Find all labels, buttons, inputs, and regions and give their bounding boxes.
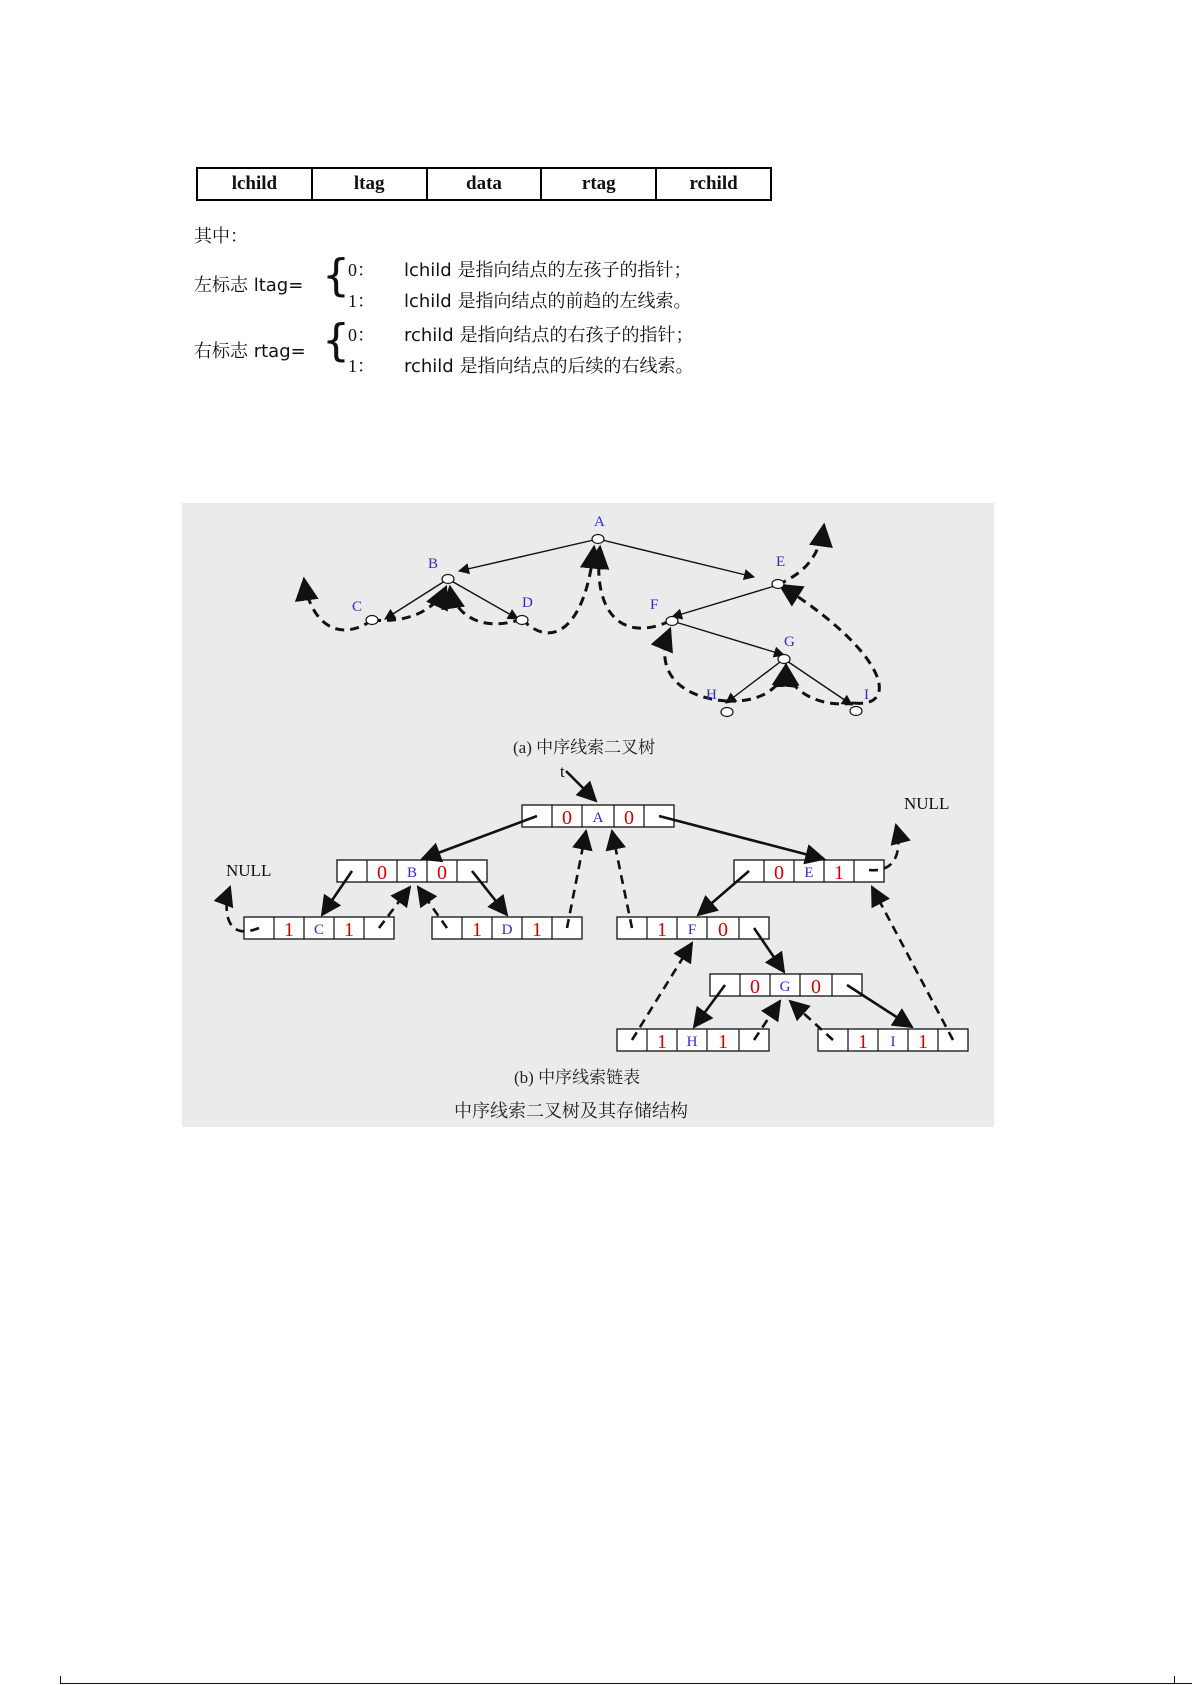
ltag-case0-text: lchild 是指向结点的左孩子的指针； xyxy=(404,260,692,281)
tree-node-b xyxy=(442,575,454,584)
cell-c-data: C xyxy=(313,922,325,938)
cell-h-rtag: 1 xyxy=(718,1031,728,1053)
edge-f-g xyxy=(672,621,784,655)
field-rtag: rtag xyxy=(542,169,657,199)
node-structure-table xyxy=(196,167,772,201)
thread-i-g-link xyxy=(790,1001,833,1040)
tree-diagram xyxy=(304,514,879,757)
cell-h-data: H xyxy=(686,1034,698,1050)
pointer-t-a xyxy=(566,771,596,801)
cell-i-ltag: 1 xyxy=(858,1031,868,1053)
field-data: data xyxy=(428,169,543,199)
tree-node-f xyxy=(666,617,678,626)
tree-node-e xyxy=(772,580,784,589)
cell-c-ltag: 1 xyxy=(284,919,294,941)
edge-g-h xyxy=(726,659,784,703)
rtag-case0-text: rchild 是指向结点的右孩子的指针； xyxy=(404,325,694,346)
ltag-label: 左标志 ltag= xyxy=(194,275,304,296)
cell-b-ltag: 0 xyxy=(377,862,387,884)
footer-rule xyxy=(60,1683,1192,1684)
cell-e-rtag: 1 xyxy=(834,862,844,884)
threaded-tree-figure xyxy=(182,503,994,1127)
thread-f-a xyxy=(599,547,670,628)
rtag-case1-key: 1： xyxy=(348,356,375,376)
tree-label-f: F xyxy=(650,597,659,613)
rtag-label: 右标志 rtag= xyxy=(194,341,306,362)
cell-f-data: F xyxy=(687,922,697,938)
footer-tick-right xyxy=(1174,1676,1175,1684)
link-e-f xyxy=(698,871,749,915)
tree-label-e: E xyxy=(776,554,786,570)
tree-node-d xyxy=(516,616,528,625)
link-a-b xyxy=(422,816,537,859)
figure-svg xyxy=(182,503,994,1127)
cell-f-ltag: 1 xyxy=(657,919,667,941)
thread-d-b xyxy=(450,587,522,624)
tree-label-g: G xyxy=(784,634,795,650)
tree-node-c xyxy=(366,616,378,625)
cell-e-ltag: 0 xyxy=(774,862,784,884)
caption-a: (a) 中序线索二叉树 xyxy=(513,738,656,757)
ltag-case1-key: 1： xyxy=(348,291,375,311)
cell-g-ltag: 0 xyxy=(750,976,760,998)
cell-g-rtag: 0 xyxy=(811,976,821,998)
thread-h-f xyxy=(665,629,727,701)
null-right-label: NULL xyxy=(904,794,950,813)
ltag-case1-text: lchild 是指向结点的前趋的左线索。 xyxy=(404,291,692,312)
thread-h-f-link xyxy=(632,943,692,1040)
thread-f-a-link xyxy=(612,831,632,928)
rtag-case0-key: 0： xyxy=(348,325,375,345)
edge-e-f xyxy=(672,585,778,617)
intro-text: 其中： xyxy=(194,226,248,247)
link-g-i xyxy=(847,985,912,1027)
cell-i-data: I xyxy=(890,1034,896,1050)
thread-d-a xyxy=(522,547,594,633)
cell-a-rtag: 0 xyxy=(624,807,634,829)
cell-b-rtag: 0 xyxy=(437,862,447,884)
null-left-label: NULL xyxy=(226,861,272,880)
field-rchild: rchild xyxy=(689,173,738,194)
rtag-case1-text: rchild 是指向结点的后续的右线索。 xyxy=(404,356,694,377)
thread-i-g xyxy=(786,665,854,704)
cell-c-rtag: 1 xyxy=(344,919,354,941)
field-ltag: ltag xyxy=(313,169,428,199)
tree-label-i: I xyxy=(864,687,869,703)
cell-h-ltag: 1 xyxy=(657,1031,667,1053)
tree-label-c: C xyxy=(352,599,363,615)
tree-label-h: H xyxy=(706,687,717,703)
tree-label-d: D xyxy=(522,595,533,611)
ltag-brace: { xyxy=(322,250,350,301)
cell-i-rtag: 1 xyxy=(918,1031,928,1053)
thread-i-e-link xyxy=(872,887,953,1040)
linked-list-diagram xyxy=(226,762,968,1121)
edge-a-e xyxy=(598,539,754,577)
tree-node-a xyxy=(592,535,604,544)
ltag-case0-key: 0： xyxy=(348,260,375,280)
tree-label-b: B xyxy=(428,556,439,572)
pointer-t-label: t xyxy=(560,762,565,781)
thread-d-a-link xyxy=(567,831,586,928)
cell-d-ltag: 1 xyxy=(472,919,482,941)
tree-node-g xyxy=(778,655,790,664)
link-b-d xyxy=(472,871,507,915)
edge-b-d xyxy=(448,579,518,619)
cell-d-data: D xyxy=(501,922,513,938)
caption-main: 中序线索二叉树及其存储结构 xyxy=(454,1101,688,1121)
tree-node-i xyxy=(850,707,862,716)
cell-f-rtag: 0 xyxy=(718,919,728,941)
cell-b-data: B xyxy=(406,865,418,881)
footer-tick-left xyxy=(60,1676,61,1684)
rtag-brace: { xyxy=(322,315,350,366)
edge-g-i xyxy=(784,659,852,705)
cell-g-data: G xyxy=(779,979,791,995)
cell-a-data: A xyxy=(592,810,604,826)
tree-label-a: A xyxy=(594,514,605,530)
link-a-e xyxy=(659,816,824,859)
edge-a-b xyxy=(459,539,598,571)
field-lchild: lchild xyxy=(198,169,313,199)
tree-node-h xyxy=(721,708,733,717)
caption-b: (b) 中序线索链表 xyxy=(514,1068,641,1087)
cell-d-rtag: 1 xyxy=(532,919,542,941)
cell-e-data: E xyxy=(804,865,814,881)
cell-a-ltag: 0 xyxy=(562,807,572,829)
